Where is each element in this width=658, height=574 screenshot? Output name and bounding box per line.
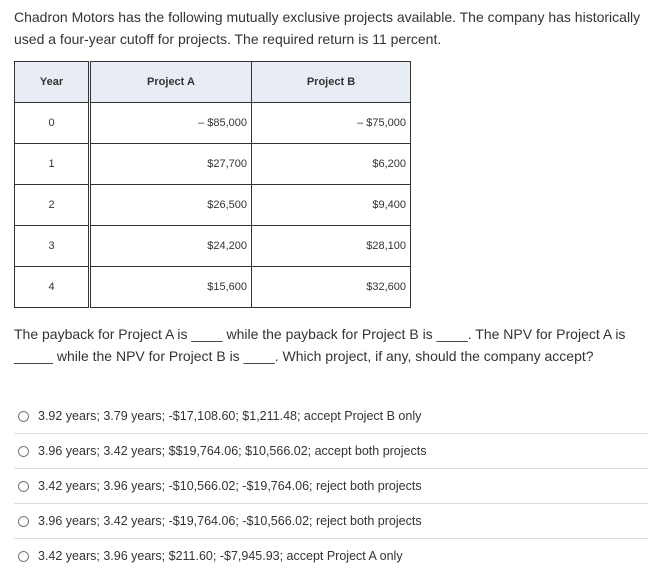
answer-blank: ____ <box>243 348 275 364</box>
answer-blank: _____ <box>14 348 53 364</box>
radio-button[interactable] <box>18 446 29 457</box>
table-row <box>15 185 411 226</box>
table-row <box>15 267 411 308</box>
option-label: 3.92 years; 3.79 years; -$17,108.60; $1,211.48; accept Project B only <box>38 409 422 423</box>
table-row <box>15 144 411 185</box>
question-part: . Which project, if any, should the company accept? <box>274 348 594 364</box>
answer-blank: ____ <box>191 326 223 342</box>
option-label: 3.96 years; 3.42 years; $$19,764.06; $10,566.02; accept both projects <box>38 444 427 458</box>
cell-project-a: $24,200 <box>90 226 252 267</box>
cell-project-a: – $85,000 <box>90 103 252 144</box>
header-year: Year <box>15 62 90 103</box>
answer-option[interactable] <box>14 469 648 504</box>
table-header-row <box>15 62 411 103</box>
cell-project-b: – $75,000 <box>252 103 411 144</box>
answer-options <box>14 399 648 573</box>
question-text <box>14 323 654 367</box>
cell-project-b: $9,400 <box>252 185 411 226</box>
cell-project-b: $28,100 <box>252 226 411 267</box>
answer-option[interactable] <box>14 504 648 539</box>
question-part: while the payback for Project B is <box>222 326 437 342</box>
cell-project-b: $6,200 <box>252 144 411 185</box>
option-label: 3.42 years; 3.96 years; $211.60; -$7,945.93; accept Project A only <box>38 549 403 563</box>
radio-button[interactable] <box>18 551 29 562</box>
cell-project-a: $27,700 <box>90 144 252 185</box>
question-intro: Chadron Motors has the following mutually exclusive projects available. The company has historically used a four-year cutoff for projects. The required return is 11 percent. <box>14 9 641 47</box>
cash-flow-table-wrapper <box>14 61 411 308</box>
cell-year: 1 <box>15 144 90 185</box>
radio-button[interactable] <box>18 481 29 492</box>
header-project-a: Project A <box>90 62 252 103</box>
answer-option[interactable] <box>14 399 648 434</box>
question-part: The payback for Project A is <box>14 326 192 342</box>
table-row <box>15 103 411 144</box>
answer-option[interactable] <box>14 539 648 573</box>
answer-option[interactable] <box>14 434 648 469</box>
question-part: . The NPV for Project A is <box>467 326 626 342</box>
option-label: 3.42 years; 3.96 years; -$10,566.02; -$19,764.06; reject both projects <box>38 479 422 493</box>
header-project-b: Project B <box>252 62 411 103</box>
radio-button[interactable] <box>18 411 29 422</box>
cell-project-a: $15,600 <box>90 267 252 308</box>
table-row <box>15 226 411 267</box>
option-label: 3.96 years; 3.42 years; -$19,764.06; -$10,566.02; reject both projects <box>38 514 422 528</box>
cell-year: 4 <box>15 267 90 308</box>
cell-year: 0 <box>15 103 90 144</box>
answer-blank: ____ <box>436 326 468 342</box>
cash-flow-table <box>14 61 411 308</box>
cell-project-b: $32,600 <box>252 267 411 308</box>
question-part: while the NPV for Project B is <box>52 348 244 364</box>
cell-project-a: $26,500 <box>90 185 252 226</box>
cell-year: 3 <box>15 226 90 267</box>
radio-button[interactable] <box>18 516 29 527</box>
cell-year: 2 <box>15 185 90 226</box>
